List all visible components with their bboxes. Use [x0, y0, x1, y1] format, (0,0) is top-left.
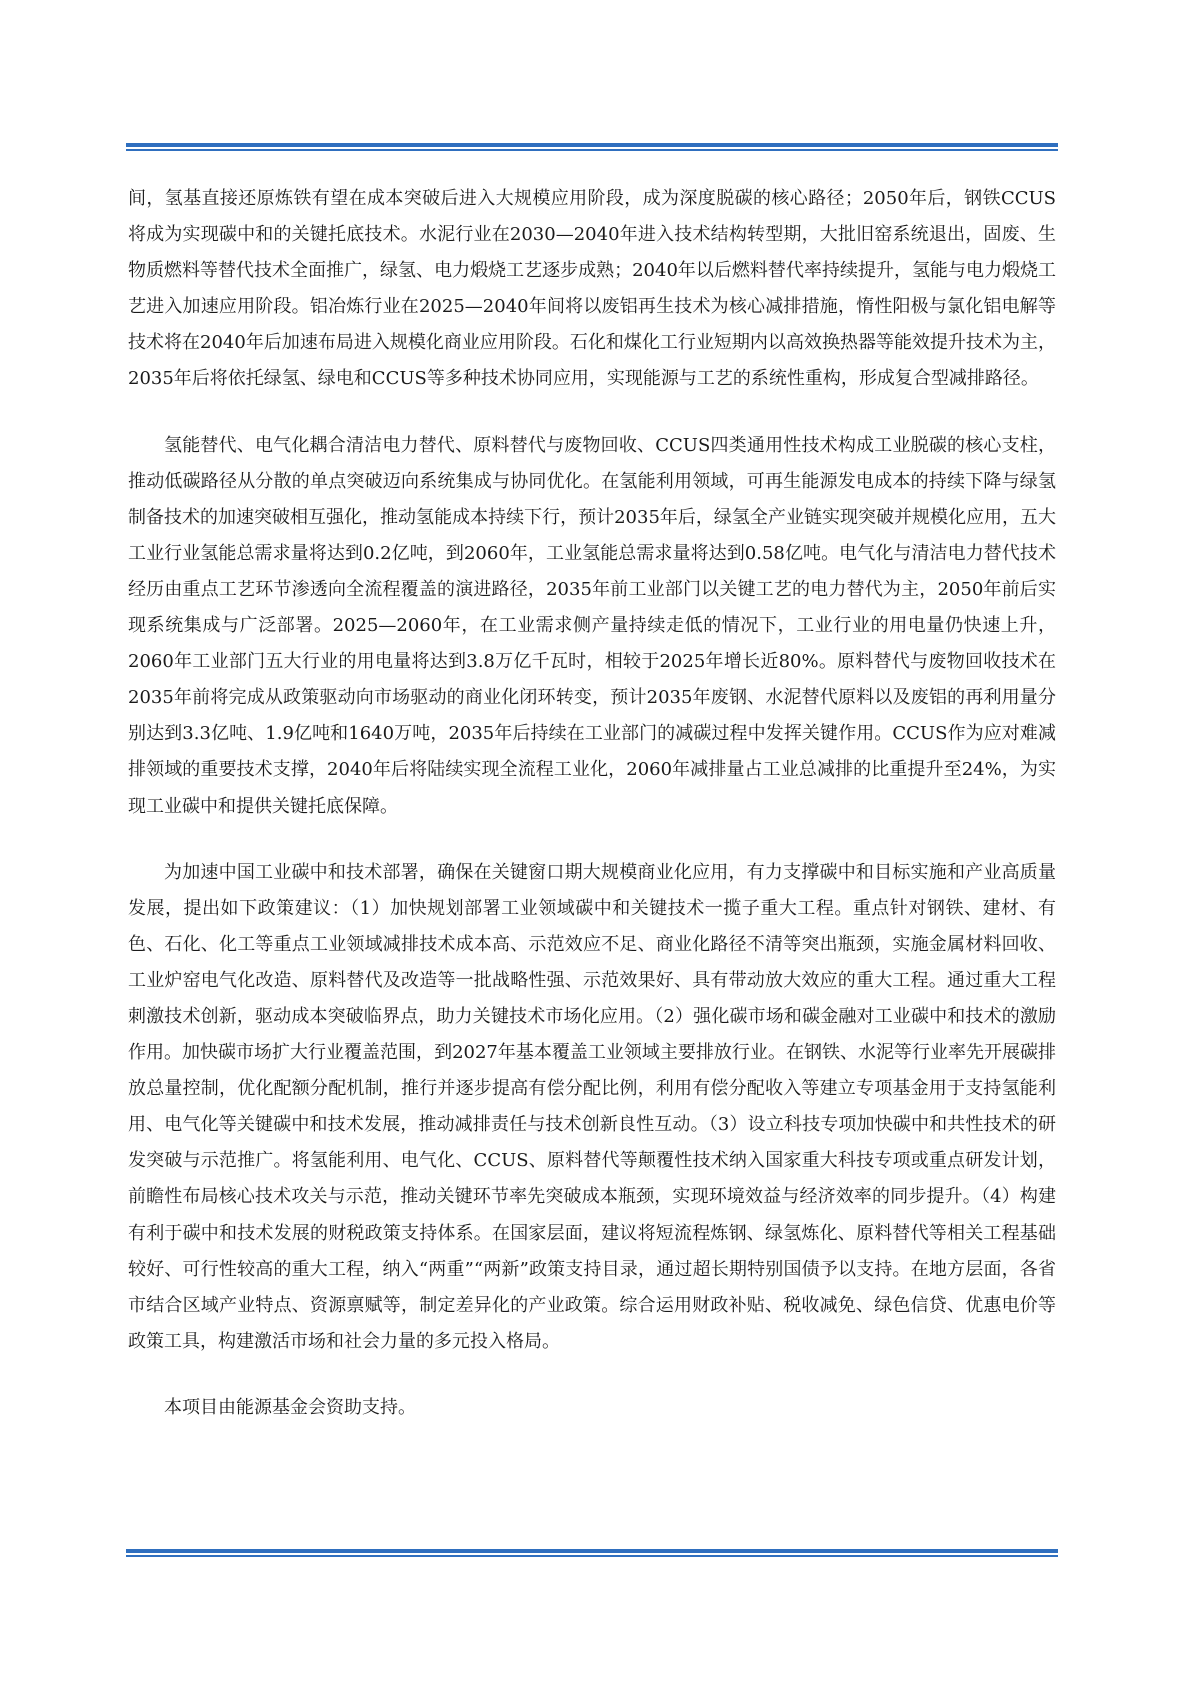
header-rule-thick [126, 143, 1058, 147]
header-rule [126, 143, 1058, 151]
footer-rule-thin [126, 1555, 1058, 1557]
paragraph-policy-recommendations: 为加速中国工业碳中和技术部署，确保在关键窗口期大规模商业化应用，有力支撑碳中和目标实施和产业高质量发展，提出如下政策建议：（1）加快规划部署工业领域碳中和关键技术一揽子重大工程。重点针对钢铁、建材、有色、石化、化工等重点工业领域减排技术成本高、示范效应不足、商业化路径不清等突出瓶颈，实施金属材料回收、工业炉窑电气化改造、原料替代及改造等一批战略性强、示范效果好、具有带动放大效应的重大工程。通过重大工程刺激技术创新，驱动成本突破临界点，助力关键技术市场化应用。（2）强化碳市场和碳金融对工业碳中和技术的激励作用。加快碳市场扩大行业覆盖范围，到2027年基本覆盖工业领域主要排放行业。在钢铁、水泥等行业率先开展碳排放总量控制，优化配额分配机制，推行并逐步提高有偿分配比例，利用有偿分配收入等建立专项基金用于支持氢能利用、电气化等关键碳中和技术发展，推动减排责任与技术创新良性互动。（3）设立科技专项加快碳中和共性技术的研发突破与示范推广。将氢能利用、电气化、CCUS、原料替代等颠覆性技术纳入国家重大科技专项或重点研发计划，前瞻性布局核心技术攻关与示范，推动关键环节率先突破成本瓶颈，实现环境效益与经济效率的同步提升。（4）构建有利于碳中和技术发展的财税政策支持体系。在国家层面，建议将短流程炼钢、绿氢炼化、原料替代等相关工程基础较好、可行性较高的重大工程，纳入“两重”“两新”政策支持目录，通过超长期特别国债予以支持。在地方层面，各省市结合区域产业特点、资源禀赋等，制定差异化的产业政策。综合运用财政补贴、税收减免、绿色信贷、优惠电价等政策工具，构建激活市场和社会力量的多元投入格局。 [128, 861, 1056, 1352]
body-text [128, 181, 1056, 1426]
paragraph-funding-note: 本项目由能源基金会资助支持。 [164, 1396, 416, 1418]
footer-rule [126, 1549, 1058, 1557]
paragraph-general-technologies: 氢能替代、电气化耦合清洁电力替代、原料替代与废物回收、CCUS四类通用性技术构成工业脱碳的核心支柱，推动低碳路径从分散的单点突破迈向系统集成与协同优化。在氢能利用领域，可再生能源发电成本的持续下降与绿氢制备技术的加速突破相互强化，推动氢能成本持续下行，预计2035年后，绿氢全产业链实现突破并规模化应用，五大工业行业氢能总需求量将达到0.2亿吨，到2060年，工业氢能总需求量将达到0.58亿吨。电气化与清洁电力替代技术经历由重点工艺环节渗透向全流程覆盖的演进路径，2035年前工业部门以关键工艺的电力替代为主，2050年前后实现系统集成与广泛部署。2025—2060年，在工业需求侧产量持续走低的情况下，工业行业的用电量仍快速上升，2060年工业部门五大行业的用电量将达到3.8万亿千瓦时，相较于2025年增长近80%。原料替代与废物回收技术在2035年前将完成从政策驱动向市场驱动的商业化闭环转变，预计2035年废钢、水泥替代原料以及废铝的再利用量分别达到3.3亿吨、1.9亿吨和1640万吨，2035年后持续在工业部门的减碳过程中发挥关键作用。CCUS作为应对难减排领域的重要技术支撑，2040年后将陆续实现全流程工业化，2060年减排量占工业总减排的比重提升至24%，为实现工业碳中和提供关键托底保障。 [128, 434, 1056, 817]
paragraph-continuation: 间，氢基直接还原炼铁有望在成本突破后进入大规模应用阶段，成为深度脱碳的核心路径；2050年后，钢铁CCUS将成为实现碳中和的关键托底技术。水泥行业在2030—2040年进入技术结构转型期，大批旧窑系统退出，固废、生物质燃料等替代技术全面推广，绿氢、电力煅烧工艺逐步成熟；2040年以后燃料替代率持续提升，氢能与电力煅烧工艺进入加速应用阶段。铝冶炼行业在2025—2040年间将以废铝再生技术为核心减排措施，惰性阳极与氯化铝电解等技术将在2040年后加速布局进入规模化商业应用阶段。石化和煤化工行业短期内以高效换热器等能效提升技术为主，2035年后将依托绿氢、绿电和CCUS等多种技术协同应用，实现能源与工艺的系统性重构，形成复合型减排路径。 [128, 188, 1056, 390]
header-rule-thin [126, 149, 1058, 151]
footer-rule-thick [126, 1549, 1058, 1553]
